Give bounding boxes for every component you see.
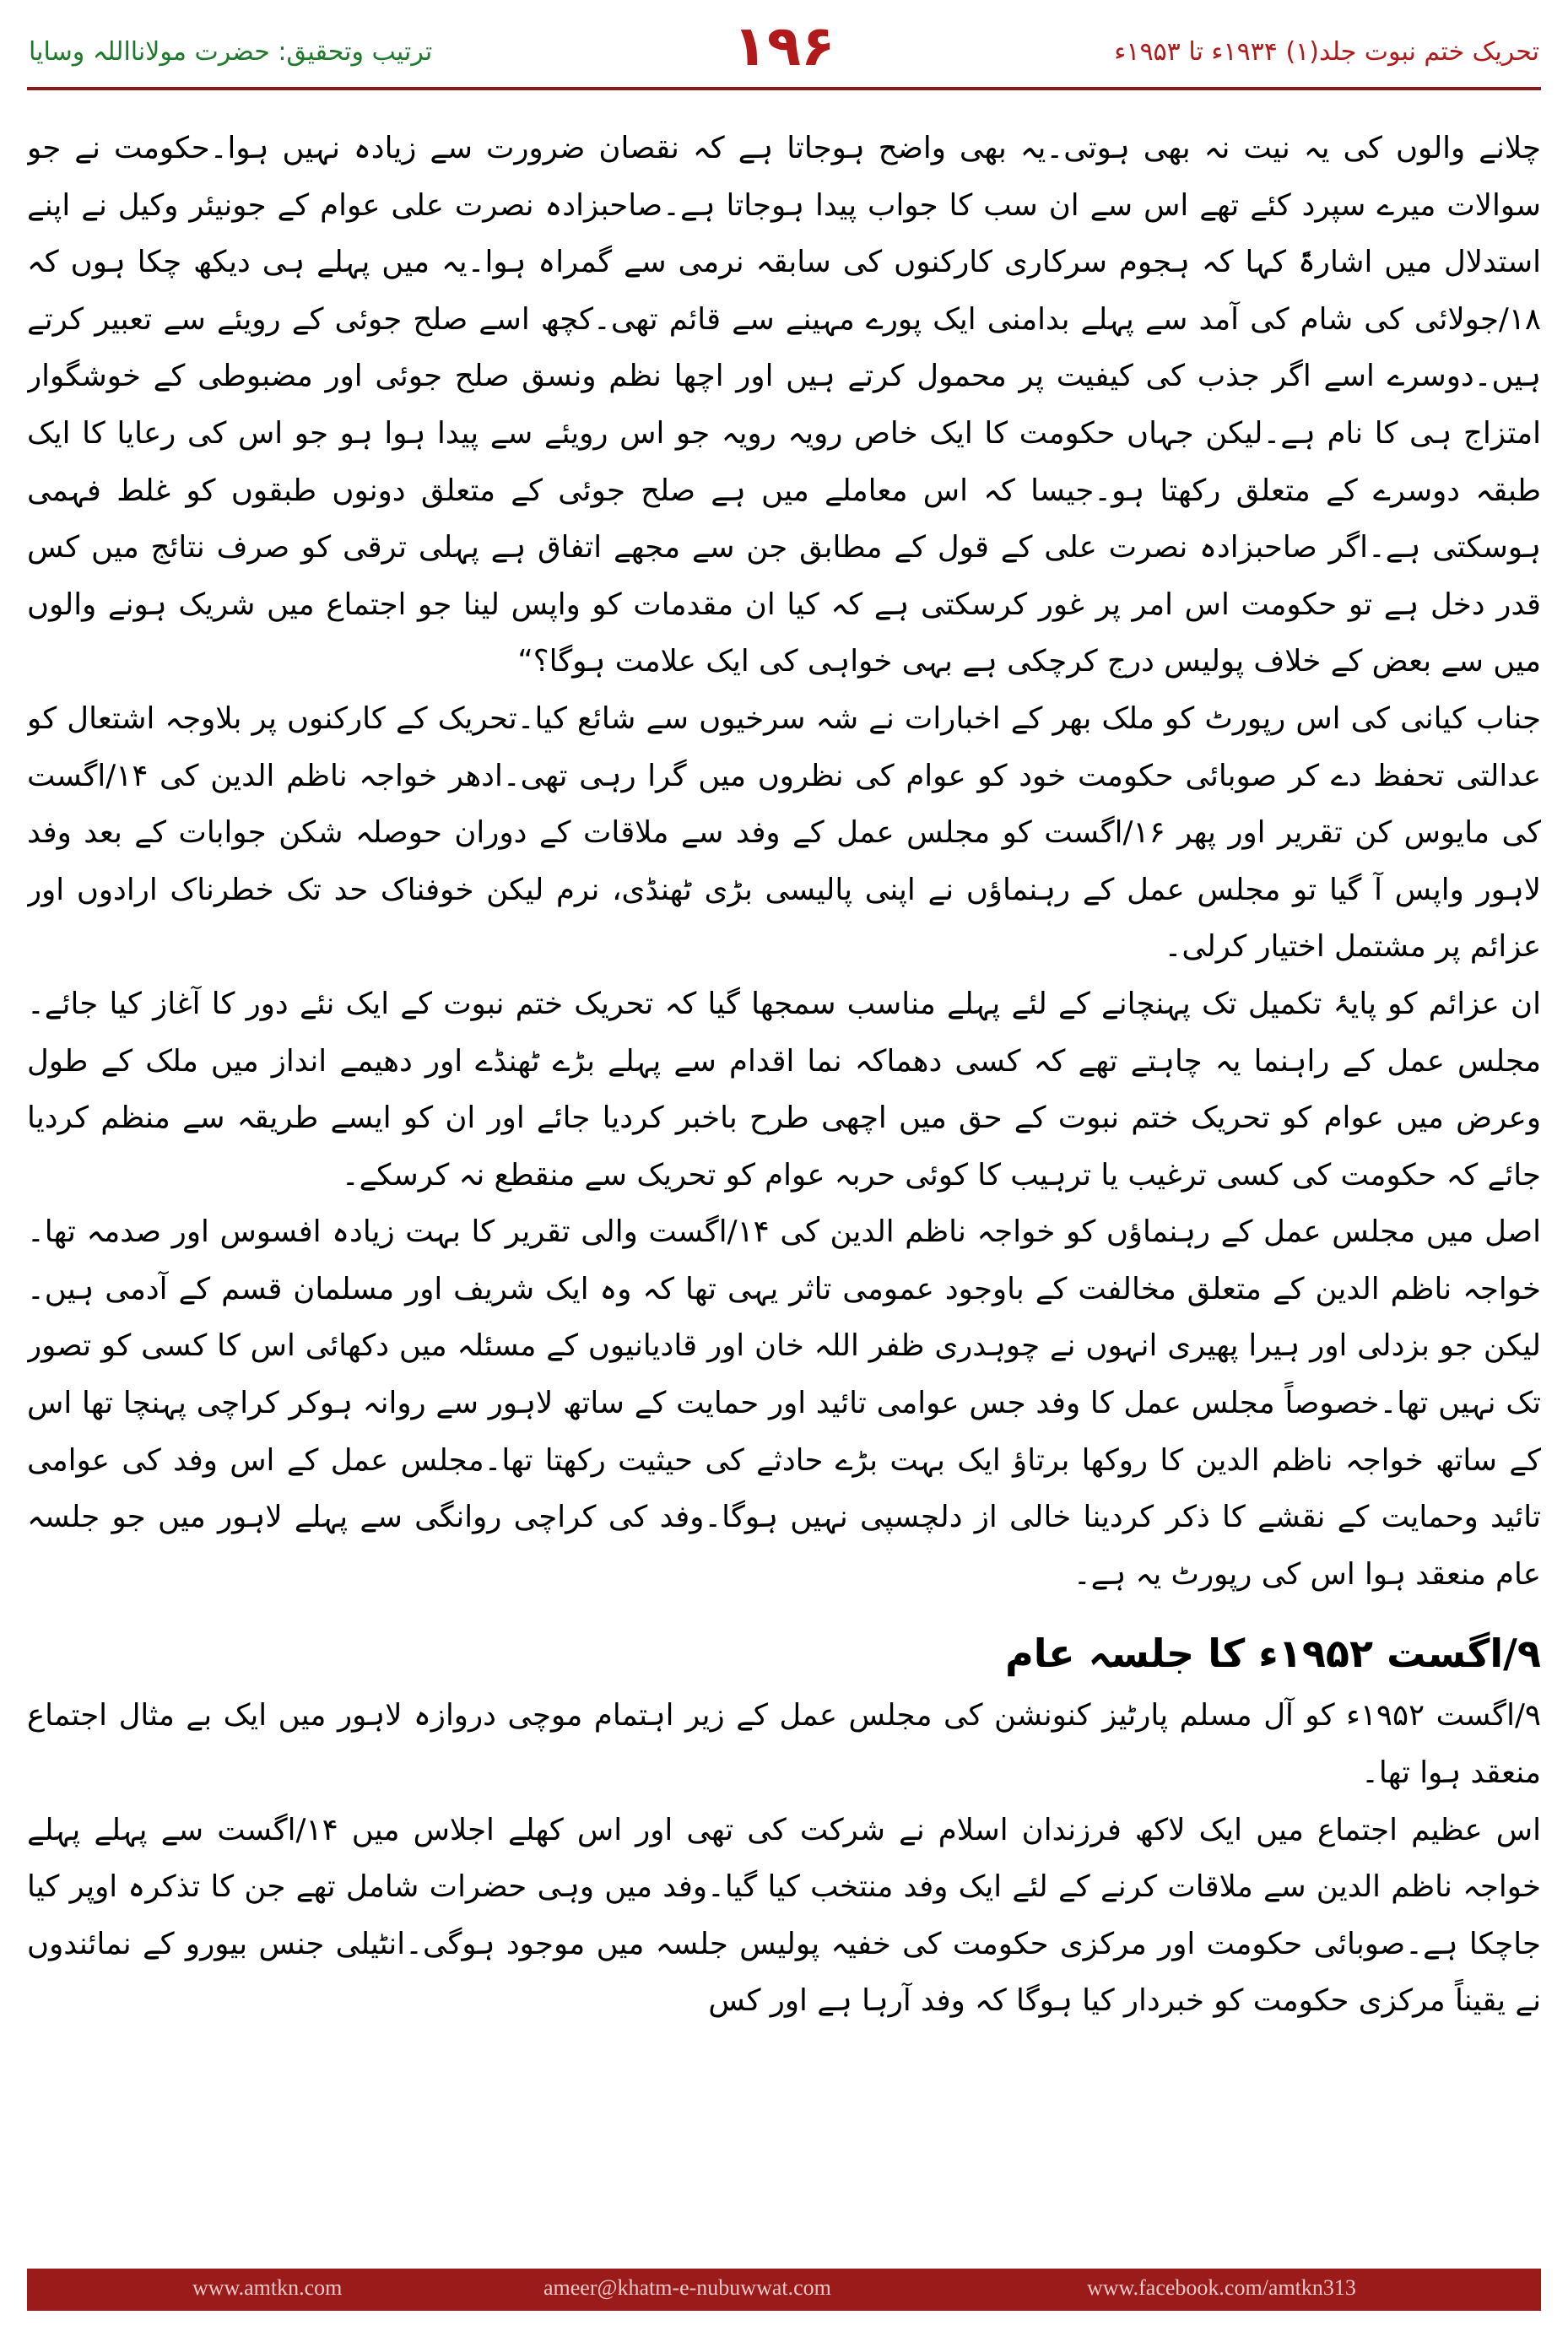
header-book-title: تحریک ختم نبوت جلد(۱) ۱۹۳۴ء تا ۱۹۵۳ء <box>1114 37 1539 67</box>
paragraph-4: اصل میں مجلس عمل کے رہنماؤں کو خواجہ ناظم الدین کی ۱۴/اگست والی تقریر کا بہت زیادہ افسوس اور صدمہ تھا۔خواجہ ناظم الدین کے متعلق مخالفت کے باوجود عمومی تاثر یہی تھا کہ وہ ایک شریف اور مسلمان قسم کے آدمی ہیں۔لیکن جو بزدلی اور ہیرا پھیری انہوں نے چوہدری ظفر اللہ خان اور قادیانیوں کے مسئلہ میں دکھائی اس کا کسی کو تصور تک نہیں تھا۔خصوصاً مجلس عمل کا وفد جس عوامی تائید اور حمایت کے ساتھ لاہور سے روانہ ہوکر کراچی پہنچا تھا اس کے ساتھ خواجہ ناظم الدین کا روکھا برتاؤ ایک بہت بڑے حادثے کی حیثیت رکھتا تھا۔مجلس عمل کے اس وفد کی عوامی تائید وحمایت کے نقشے کا ذکر کردینا خالی از دلچسپی نہیں ہوگا۔وفد کی کراچی روانگی سے پہلے لاہور میں جو جلسہ عام منعقد ہوا اس کی رپورٹ یہ ہے۔ <box>27 1214 1541 1592</box>
page-footer <box>27 2269 1541 2311</box>
paragraph-3: ان عزائم کو پایۂ تکمیل تک پہنچانے کے لئے پہلے مناسب سمجھا گیا کہ تحریک ختم نبوت کے ایک نئے دور کا آغاز کیا جائے۔مجلس عمل کے راہنما یہ چاہتے تھے کہ کسی دھماکہ نما اقدام سے پہلے بڑے ٹھنڈے اور دھیمے انداز میں ملک کے طول وعرض میں عوام کو تحریک ختم نبوت کے حق میں اچھی طرح باخبر کردیا جائے اور ان کو ایسے طریقہ سے منظم کردیا جائے کہ حکومت کی کسی ترغیب یا ترہیب کا کوئی حربہ عوام کو تحریک سے منقطع نہ کرسکے۔ <box>27 986 1541 1193</box>
header-compiler-credit: ترتیب وتحقیق: حضرت مولانااللہ وسایا <box>29 37 433 67</box>
paragraph-2: جناب کیانی کی اس رپورٹ کو ملک بھر کے اخبارات نے شہ سرخیوں سے شائع کیا۔تحریک کے کارکنوں پر بلاوجہ اشتعال کو عدالتی تحفظ دے کر صوبائی حکومت خود کو عوام کی نظروں میں گرا رہی تھی۔ادھر خواجہ ناظم الدین کی ۱۴/اگست کی مایوس کن تقریر اور پھر ۱۶/اگست کو مجلس عمل کے وفد سے ملاقات کے دوران حوصلہ شکن جوابات کے بعد وفد لاہور واپس آ گیا تو مجلس عمل کے رہنماؤں نے اپنی پالیسی بڑی ٹھنڈی، نرم لیکن خوفناک حد تک خطرناک ارادوں اور عزائم پر مشتمل اختیار کرلی۔ <box>27 700 1541 965</box>
footer-website-link[interactable]: www.amtkn.com <box>192 2275 343 2300</box>
page-header <box>0 0 1568 93</box>
page-body <box>27 120 1541 2204</box>
paragraph-6: اس عظیم اجتماع میں ایک لاکھ فرزندان اسلام نے شرکت کی تھی اور اس کھلے اجلاس میں ۱۴/اگست سے پہلے پہلے خواجہ ناظم الدین سے ملاقات کرنے کے لئے ایک وفد منتخب کیا گیا۔وفد میں وہی حضرات شامل تھے جن کا تذکرہ اوپر کیا جاچکا ہے۔صوبائی حکومت اور مرکزی حکومت کی خفیہ پولیس جلسہ میں موجود ہوگی۔انٹیلی جنس بیورو کے نمائندوں نے یقیناً مرکزی حکومت کو خبردار کیا ہوگا کہ وفد آرہا ہے اور کس <box>27 1812 1541 2019</box>
section-heading: ۹/اگست ۱۹۵۲ء کا جلسہ عام <box>1005 1631 1541 1677</box>
paragraph-1: چلانے والوں کی یہ نیت نہ بھی ہوتی۔یہ بھی واضح ہوجاتا ہے کہ نقصان ضرورت سے زیادہ نہیں ہوا۔حکومت نے جو سوالات میرے سپرد کئے تھے اس سے ان سب کا جواب پیدا ہوجاتا ہے۔صاحبزادہ نصرت علی عوام کے جونیئر وکیل نے اپنے استدلال میں اشارۃً کہا کہ ہجوم سرکاری کارکنوں کی سابقہ نرمی سے گمراہ ہوا۔یہ میں پہلے ہی دیکھ چکا ہوں کہ ۱۸/جولائی کی شام کی آمد سے پہلے بدامنی ایک پورے مہینے سے قائم تھی۔کچھ اسے صلح جوئی کے رویئے سے تعبیر کرتے ہیں۔دوسرے اسے اگر جذب کی کیفیت پر محمول کرتے ہیں اور اچھا نظم ونسق صلح جوئی اور مضبوطی کے خوشگوار امتزاج ہی کا نام ہے۔لیکن جہاں حکومت کا ایک خاص رویہ رویہ جو اس رویئے سے پیدا ہوا ہو جو اس کی رعایا کا ایک طبقہ دوسرے کے متعلق رکھتا ہو۔جیسا کہ اس معاملے میں ہے صلح جوئی کے متعلق دونوں طبقوں کو غلط فہمی ہوسکتی ہے۔اگر صاحبزادہ نصرت علی کے قول کے مطابق جن سے مجھے اتفاق ہے پہلی ترقی کو صرف نتائج میں کس قدر دخل ہے تو حکومت اس امر پر غور کرسکتی ہے کہ کیا ان مقدمات کو واپس لینا جو اجتماع میں شریک ہونے والوں میں سے بعض کے خلاف پولیس درج کرچکی ہے بہی خواہی کی ایک علامت ہوگا؟“ <box>27 131 1541 679</box>
page-number: ۱۹۶ <box>733 14 835 78</box>
footer-facebook-link[interactable]: www.facebook.com/amtkn313 <box>1087 2275 1356 2300</box>
footer-email-link[interactable]: ameer@khatm-e-nubuwwat.com <box>543 2275 831 2300</box>
paragraph-5: ۹/اگست ۱۹۵۲ء کو آل مسلم پارٹیز کنونشن کی مجلس عمل کے زیر اہتمام موچی دروازہ لاہور میں ایک بے مثال اجتماع منعقد ہوا تھا۔ <box>27 1698 1541 1791</box>
header-divider <box>27 87 1541 90</box>
